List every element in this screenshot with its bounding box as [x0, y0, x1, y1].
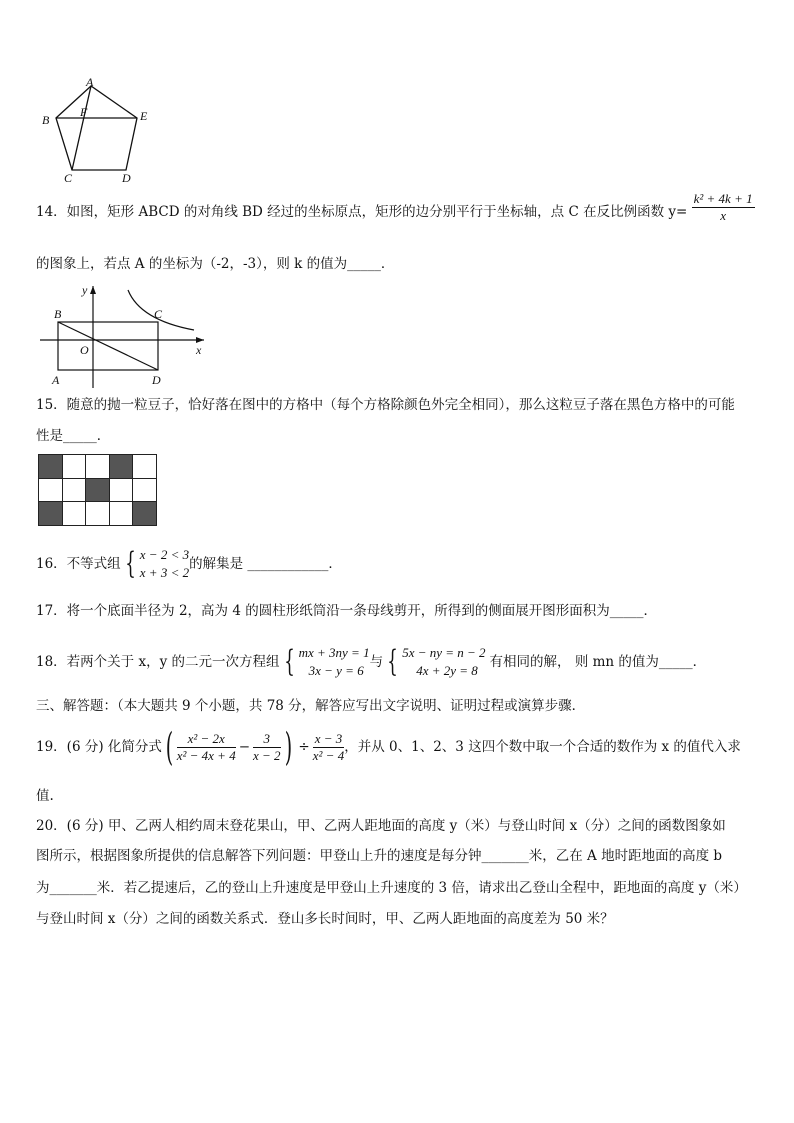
- label-x: x: [196, 343, 202, 357]
- q14-rectangle-figure: [36, 282, 208, 390]
- q18-sys2-eq1: 5x − ny = n − 2: [402, 645, 486, 660]
- q19-left-paren: (: [165, 725, 174, 769]
- q16-system: [140, 546, 189, 582]
- label-a: A: [52, 373, 60, 387]
- label-c: C: [64, 171, 73, 184]
- q18-sys1-eq2: 3x − y = 6: [308, 663, 364, 678]
- label-o: O: [80, 343, 89, 357]
- q14-line2: 的图象上，若点 A 的坐标为（-2，-3），则 k 的值为_____．: [36, 256, 395, 272]
- q19-line2: 值.: [36, 788, 54, 804]
- label-d: D: [122, 171, 131, 184]
- grid-cell-light: [109, 478, 134, 503]
- q18-brace-1: {: [283, 644, 295, 679]
- q16-brace: {: [124, 546, 136, 581]
- q20-line4: 与登山时间 x（分）之间的函数关系式．登山多长时间时，甲、乙两人距地面的高度差为 50 米？: [36, 911, 614, 927]
- q19-fraction-2: $\frac{3}{x - 2}$: [253, 730, 281, 763]
- q20-line3: 为_______米．若乙提速后，乙的登山上升速度是甲登山上升速度的 3 倍，请求出乙登山全程中，距地面的高度 y（米）: [36, 880, 747, 896]
- q20-line1: 20．(6 分) 甲、乙两人相约周末登花果山，甲、乙两人距地面的高度 y（米）与登山时间 x（分）之间的函数图象如: [36, 818, 726, 834]
- label-d: D: [152, 373, 161, 387]
- q18-sys1-eq1: mx + 3ny = 1: [298, 645, 370, 660]
- q16-ineq2: x + 3 < 2: [139, 565, 190, 580]
- q18-brace-2: {: [387, 644, 398, 679]
- diagonal-bd: [58, 322, 158, 370]
- grid-cell-dark: [38, 454, 63, 479]
- grid-cell-light: [132, 454, 157, 479]
- q15-line1: 15．随意的抛一粒豆子，恰好落在图中的方格中（每个方格除颜色外完全相同），那么这粒豆子落在黑色方格中的可能: [36, 397, 735, 413]
- q20-line2: 图所示，根据图象所提供的信息解答下列问题：甲登山上升的速度是每分钟_______米，乙在 A 地时距地面的高度 b: [36, 848, 723, 864]
- grid-cell-light: [38, 478, 63, 503]
- q17-line: 17．将一个底面半径为 2，高为 4 的圆柱形纸筒沿一条母线剪开，所得到的侧面展开图形面积为_____．: [36, 603, 657, 619]
- grid-cell-light: [62, 478, 87, 503]
- label-b: B: [42, 113, 50, 127]
- q18-system-2: [402, 644, 485, 680]
- y-axis-arrow: [90, 286, 96, 294]
- grid-cell-dark: [85, 478, 110, 503]
- grid-cell-dark: [109, 454, 134, 479]
- grid-cell-light: [85, 454, 110, 479]
- pentagon-figure: [36, 76, 156, 184]
- q19-right-paren: ): [284, 725, 292, 769]
- q18-line: 18．若两个关于 x，y 的二元一次方程组 { mx + 3ny = 1 3x − y = 6 与 { 5x − ny = n − 2 4x + 2y = 8 有相同的解， 则 mn 的值为_____．: [36, 644, 707, 679]
- grid-cell-light: [62, 501, 87, 526]
- q18-sys2-eq2: 4x + 2y = 8: [416, 663, 478, 678]
- q14-frac-den: x: [720, 208, 726, 223]
- q19-fraction-1: $\frac{\text{x² − 2x}}{\text{x² − 4x + 4}}$: [176, 730, 236, 763]
- q15-line2: 性是_____．: [36, 428, 111, 444]
- q16-ineq1: x − 2 < 3: [139, 547, 190, 562]
- q14-frac-num: k² + 4k + 1: [693, 191, 753, 206]
- q18-system-1: [299, 644, 370, 680]
- label-y: y: [82, 283, 88, 297]
- q19-fraction-3: $\frac{x - 3}{\text{x² − 4}}$: [312, 730, 345, 763]
- section-3-heading: 三、解答题：（本大题共 9 个小题，共 78 分，解答应写出文字说明、证明过程或演算步骤．: [36, 698, 586, 714]
- q15-grid: [38, 454, 156, 525]
- diagonal-ac: [72, 86, 91, 170]
- grid-cell-dark: [132, 501, 157, 526]
- q19-line1: 19．(6 分) 化简分式 ( $\frac{\text{x² − 2x}}{\text{x² − 4x + 4}}$ − $\frac{3}{x - 2}$ ) ÷ $\frac{x - 3}{\text{x² − 4}}$ ，并从 0、1、2、3 这四个数中取一个合适的数作为 x 的值代入求: [36, 725, 741, 769]
- label-c: C: [154, 307, 163, 321]
- grid-cell-light: [109, 501, 134, 526]
- pentagon-outline: [56, 86, 137, 170]
- q14-fraction: [692, 191, 755, 224]
- grid-cell-dark: [38, 501, 63, 526]
- label-f: F: [80, 105, 88, 119]
- label-a: A: [86, 76, 94, 89]
- grid-cell-light: [62, 454, 87, 479]
- label-e: E: [140, 109, 148, 123]
- grid-cell-light: [85, 501, 110, 526]
- q14-line1: 14．如图，矩形 ABCD 的对角线 BD 经过的坐标原点，矩形的边分别平行于坐标轴，点 C 在反比例函数 y= $\frac{\text{k² + 4k + 1}}{x}$: [36, 191, 753, 223]
- q16-line: 16．不等式组 { x − 2 < 3 x + 3 < 2 的解集是 ____________．: [36, 546, 342, 581]
- label-b: B: [54, 307, 62, 321]
- grid-cell-light: [132, 478, 157, 503]
